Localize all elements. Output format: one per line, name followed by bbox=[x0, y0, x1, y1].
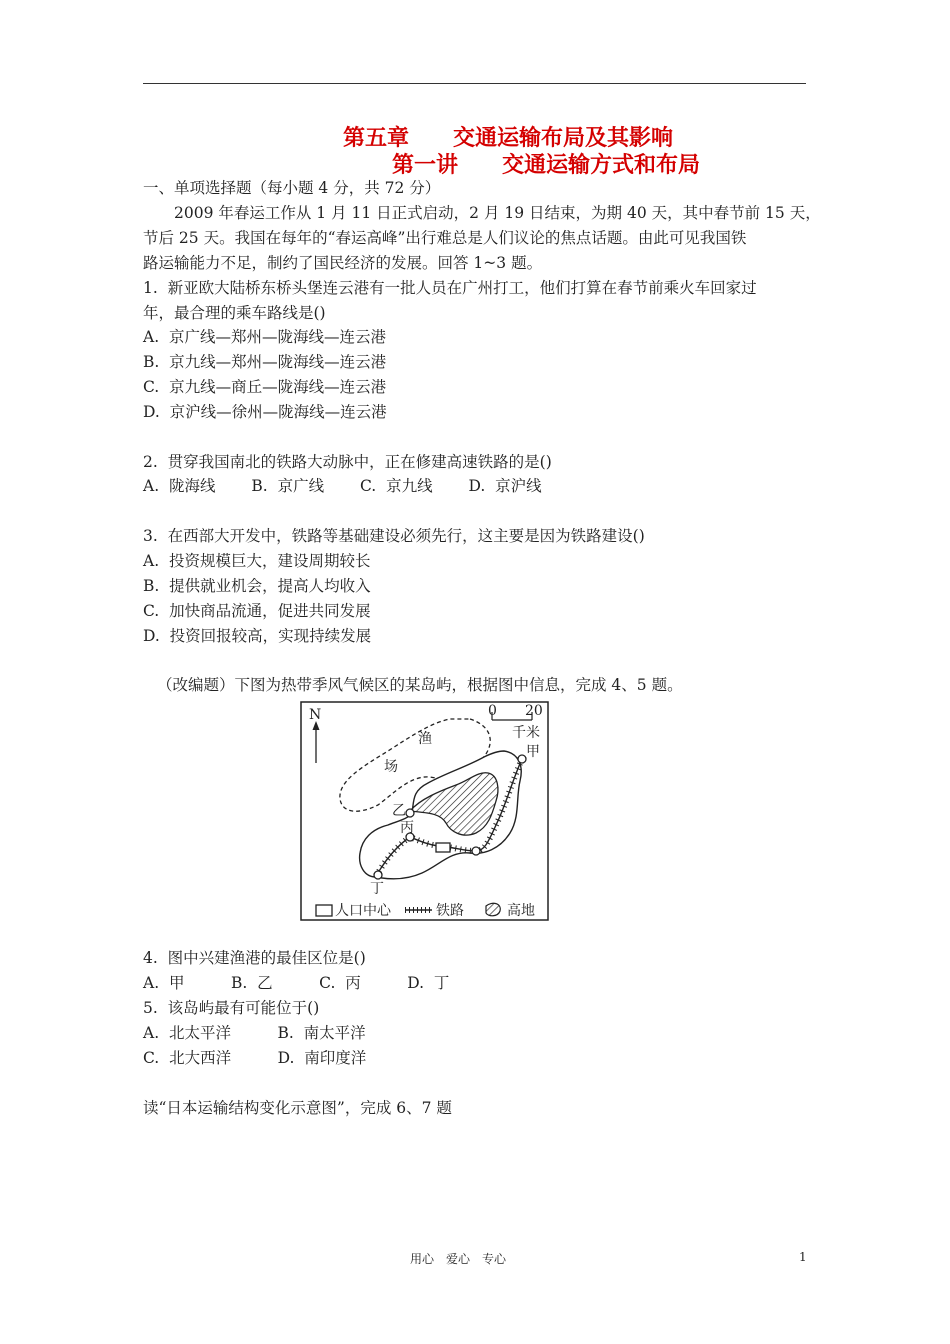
read-prompt: 读“日本运输结构变化示意图”，完成 6、7 题 bbox=[143, 1099, 452, 1117]
q2-stem: 2. 贯穿我国南北的铁路大动脉中，正在修建高速铁路的是() bbox=[143, 453, 552, 471]
q5-options-row-2: C. 北大西洋 D. 南印度洋 bbox=[143, 1049, 367, 1067]
fishery-label-2: 场 bbox=[384, 759, 398, 775]
q4-options: A. 甲 B. 乙 C. 丙 D. 丁 bbox=[143, 974, 450, 992]
header-rule bbox=[143, 83, 806, 84]
legend-railway-label: 铁路 bbox=[436, 903, 464, 919]
page-footer: 用心 爱心 专心 bbox=[410, 1252, 507, 1266]
point-ding bbox=[374, 871, 382, 879]
scale-unit: 千米 bbox=[512, 725, 540, 741]
intro-line-3: 路运输能力不足，制约了国民经济的发展。回答 1~3 题。 bbox=[143, 254, 543, 272]
q3-option-b: B. 提供就业机会，提高人均收入 bbox=[143, 577, 371, 595]
page-number: 1 bbox=[799, 1250, 807, 1264]
q4-stem: 4. 图中兴建渔港的最佳区位是() bbox=[143, 949, 366, 967]
legend-highland-label: 高地 bbox=[507, 903, 535, 919]
population-center bbox=[436, 843, 450, 852]
section-heading: 一、单项选择题（每小题 4 分，共 72 分） bbox=[143, 179, 441, 197]
north-label: N bbox=[309, 707, 322, 723]
fishery-label-1: 渔 bbox=[418, 731, 432, 747]
q1-option-b: B. 京九线—郑州—陇海线—连云港 bbox=[143, 353, 387, 371]
q3-stem: 3. 在西部大开发中，铁路等基础建设必须先行，这主要是因为铁路建设() bbox=[143, 527, 645, 545]
label-ding: 丁 bbox=[370, 881, 384, 897]
legend-population-label: 人口中心 bbox=[335, 903, 391, 919]
q1-option-d: D. 京沪线—徐州—陇海线—连云港 bbox=[143, 403, 387, 421]
label-bing: 丙 bbox=[400, 820, 414, 836]
point-yi bbox=[406, 809, 414, 817]
intro-line-1: 2009 年春运工作从 1 月 11 日正式启动，2 月 19 日结束，为期 40 天，其中春节前 15 天， bbox=[143, 204, 821, 222]
chapter-title: 第五章 交通运输布局及其影响 bbox=[343, 125, 674, 151]
map-intro: （改编题）下图为热带季风气候区的某岛屿，根据图中信息，完成 4、5 题。 bbox=[157, 676, 683, 694]
scale-max: 20 bbox=[525, 703, 543, 719]
legend-highland-symbol bbox=[486, 903, 500, 916]
point-jia bbox=[518, 755, 526, 763]
q1-option-a: A. 京广线—郑州—陇海线—连云港 bbox=[143, 328, 386, 346]
scale-zero: 0 bbox=[488, 703, 497, 719]
q3-option-d: D. 投资回报较高，实现持续发展 bbox=[143, 627, 372, 645]
label-jia: 甲 bbox=[526, 744, 540, 760]
q3-option-a: A. 投资规模巨大，建设周期较长 bbox=[143, 552, 371, 570]
q3-option-c: C. 加快商品流通，促进共同发展 bbox=[143, 602, 371, 620]
section-title: 第一讲 交通运输方式和布局 bbox=[392, 152, 701, 178]
q1-option-c: C. 京九线—商丘—陇海线—连云港 bbox=[143, 378, 387, 396]
q5-stem: 5. 该岛屿最有可能位于() bbox=[143, 999, 320, 1017]
q1-stem-line-1: 1. 新亚欧大陆桥东桥头堡连云港有一批人员在广州打工，他们打算在春节前乘火车回家过 bbox=[143, 279, 757, 297]
intro-line-2: 节后 25 天。我国在每年的“春运高峰”出行难总是人们议论的焦点话题。由此可见我国铁 bbox=[143, 229, 747, 247]
q1-stem-line-2: 年，最合理的乘车路线是() bbox=[143, 304, 326, 322]
legend-population-symbol bbox=[316, 905, 332, 916]
island-map bbox=[300, 701, 549, 921]
point-east bbox=[472, 847, 480, 855]
q2-options: A. 陇海线 B. 京广线 C. 京九线 D. 京沪线 bbox=[143, 477, 542, 495]
label-yi: 乙 bbox=[392, 803, 406, 819]
q5-options-row-1: A. 北太平洋 B. 南太平洋 bbox=[143, 1024, 366, 1042]
